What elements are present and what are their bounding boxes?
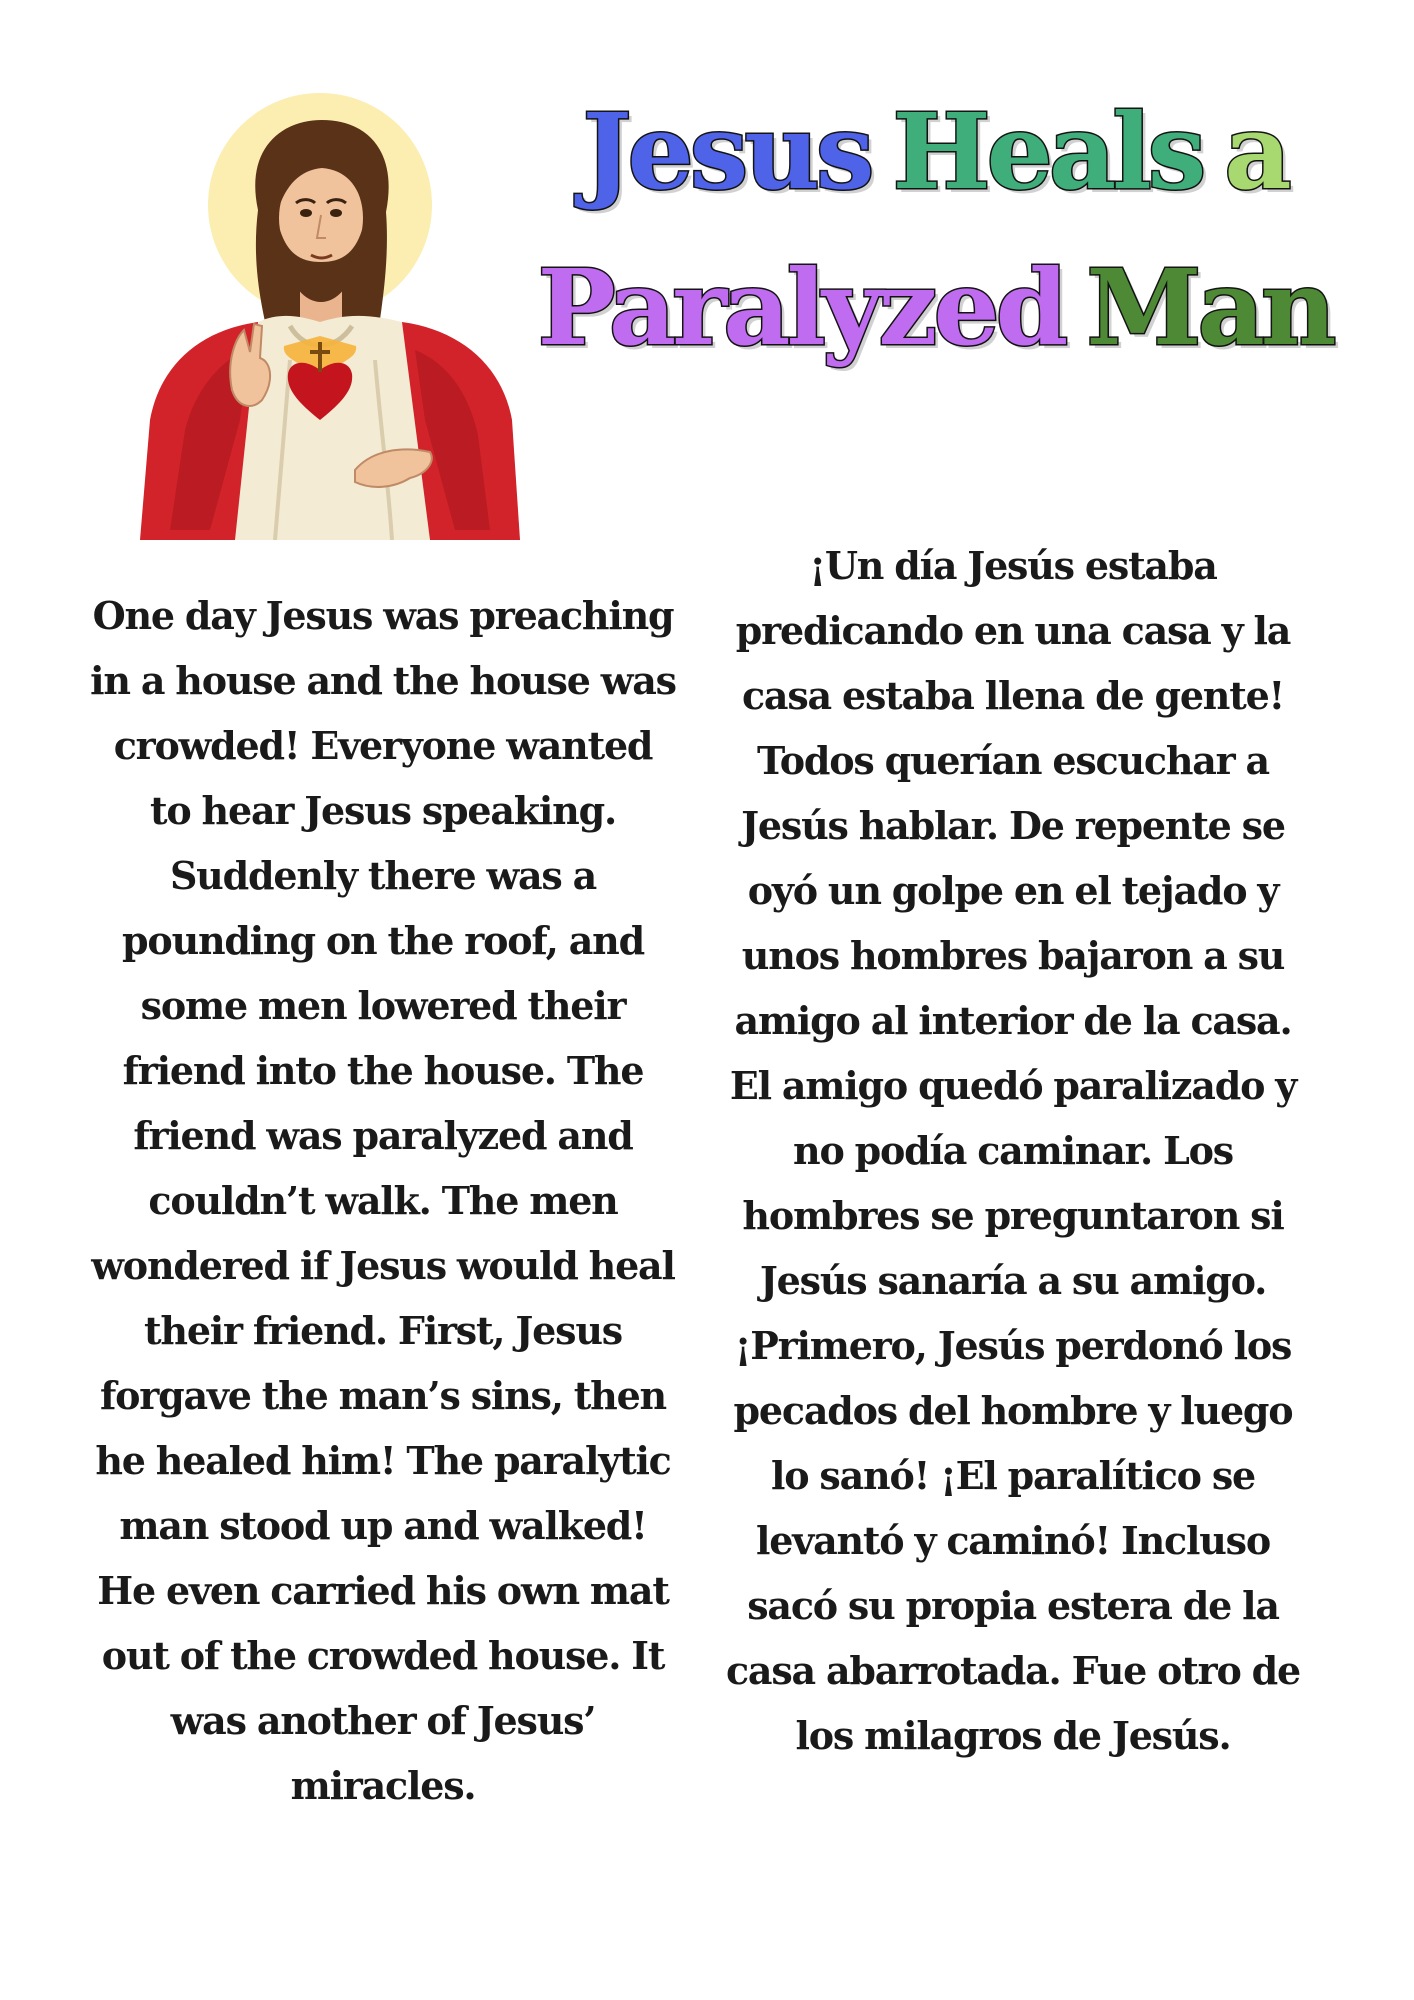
title-word-jesus: Jesus <box>582 90 871 213</box>
story-spanish-text: ¡Un día Jesús estaba predicando en una casa y la casa estaba llena de gente! Todos querían escuchar a Jesús hablar. De repente se oyó un golpe en el tejado y unos hombres bajaron a su amigo al interior de la casa. El amigo quedó paralizado y no podía caminar. Los hombres se preguntaron si Jesús sanaría a su amigo. ¡Primero, Jesús perdonó los pecados del hombre y luego lo sanó! ¡El paralítico se levantó y caminó! Incluso sacó su propia estera de la casa abarrotada. Fue otro de los milagros de Jesús. <box>725 543 1301 1758</box>
title-word-a: a <box>1224 90 1288 213</box>
title-line-1 <box>520 90 1350 213</box>
story-english-text: One day Jesus was preaching in a house and the house was crowded! Everyone wanted to hear Jesus speaking. Suddenly there was a pounding on the roof, and some men lowered their friend into the house. The friend was paralyzed and couldn’t walk. The men wondered if Jesus would heal their friend. First, Jesus forgave the man’s sins, then he healed him! The paralytic man stood up and walked! He even carried his own mat out of the crowded house. It was another of Jesus’ miracles. <box>90 593 676 1808</box>
page-title <box>520 90 1350 412</box>
story-spanish <box>718 533 1308 1768</box>
story-english <box>88 583 678 1818</box>
title-word-paralyzed: Paralyzed <box>537 246 1065 369</box>
title-word-man: Man <box>1086 246 1333 369</box>
title-word-heals: Heals <box>892 90 1203 213</box>
jesus-sacred-heart-icon <box>140 90 520 540</box>
title-line-2 <box>520 246 1350 369</box>
